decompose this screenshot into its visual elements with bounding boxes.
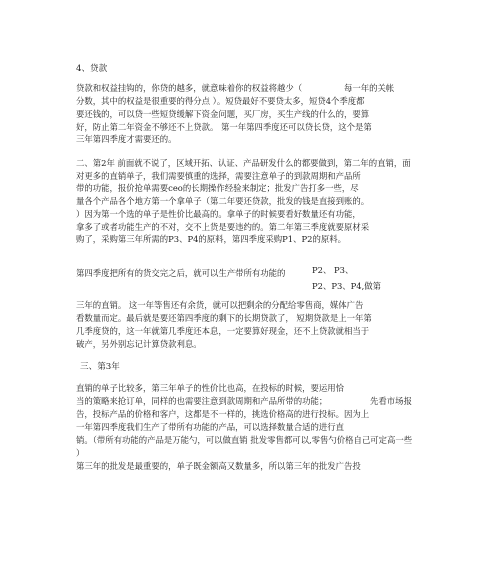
paragraph-3-line-3: 三年的直销。 这一年等售还有余货，就可以把剩余的分配给零售商，媒体广告 (76, 300, 364, 310)
paragraph-4-line-6: ） (76, 448, 85, 458)
section-4-heading: 4、贷款 (76, 64, 108, 74)
paragraph-1-line-1-tail: 每一年的关帐 (344, 83, 395, 93)
paragraph-2-line-2: 对更多的直销单子，我们需要慎重的选择，需要注意单子的到款周期和产品所 (76, 171, 361, 181)
paragraph-4-line-2-tail: 先看市场报 (370, 396, 412, 406)
paragraph-4-line-2: 当的策略来抢订单，同样的也需要注意到款周期和产品所带的功能； (76, 396, 328, 406)
paragraph-3-line-1-tail: P2、 P3、 (312, 265, 354, 275)
paragraph-4-line-5: 销。（带所有功能的产品是万能勺，可以做直销 批发零售都可以,零售勺价格自己可定高一些 (76, 435, 413, 445)
paragraph-2-line-6: 拿多了或者功能生产的不对，交不上货是要违约的。第二年第三季度就要原材采 (76, 222, 370, 232)
paragraph-4-line-3: 告，投标产品的价格和客户，这都是不一样的，挑选价格高的进行投标。因为上 (76, 409, 370, 419)
paragraph-1-line-4: 好，防止第二年资金不够还不上贷款。 第一年第四季度还可以贷长贷，这个是第 (76, 122, 372, 132)
paragraph-3-line-5: 几季度贷的，这一年就第几季度还本息，一定要算好现金，还不上贷款就相当于 (76, 326, 370, 336)
paragraph-1-line-2: 分数，其中的权益是很重要的得分点 ）。短贷最好不要贷太多，短贷4个季度都 (76, 96, 365, 106)
paragraph-4-line-7: 第三年的批发是最重要的，单子既金额高又数量多，所以第三年的批发广告投 (76, 461, 361, 471)
paragraph-3-line-1: 第四季度把所有的货交完之后，就可以生产带所有功能的 (76, 268, 286, 278)
paragraph-3-line-2-tail: P2、P3、P4,做第 (312, 281, 382, 291)
paragraph-1-line-3: 要还钱的，可以贷一些短贷缓解下资金问题，买厂房，买生产线的什么的，要算 (76, 109, 370, 119)
paragraph-1-line-5: 三年第四季度才需要还的。 (76, 134, 177, 144)
paragraph-3-line-4: 看数量而定。最后就是要还第四季度的剩下的长期贷款了， 短期贷款是上一年第 (76, 313, 372, 323)
paragraph-2-line-4: 量各个产品各个地方第一个拿单子（第二年要还贷款，批发的钱是直接到账的。 (76, 196, 370, 206)
paragraph-2-line-7: 购了，采购第三年所需的P3、P4的原料，第四季度采购P1、P2的原料。 (76, 234, 346, 244)
paragraph-2-line-5: ）因为第一个选的单子是性价比最高的。拿单子的时候要看好数量还有功能， (76, 209, 361, 219)
paragraph-2-line-3: 带的功能，报价抢单需要ceo的长期操作经验来制定；批发广告打多一些，尽 (76, 183, 359, 193)
paragraph-4-line-1: 直销的单子比较多，第三年单子的性价比也高，在投标的时候，要运用恰 (76, 383, 344, 393)
paragraph-3-line-6: 破产，另外别忘记计算贷款利息。 (76, 339, 202, 349)
paragraph-4-line-4: 一年第四季度我们生产了带所有功能的产品，可以选择数量合适的进行直 (76, 422, 344, 432)
section-3-heading: 三、第3年 (80, 362, 120, 372)
paragraph-2-line-1: 二、第2年 前面就不说了，区域开拓、认证、产品研发什么的都要做到，第二年的直销，面 (76, 158, 411, 168)
paragraph-1-line-1: 贷款和权益挂钩的，你贷的越多，就意味着你的权益将越少（ (76, 83, 303, 93)
